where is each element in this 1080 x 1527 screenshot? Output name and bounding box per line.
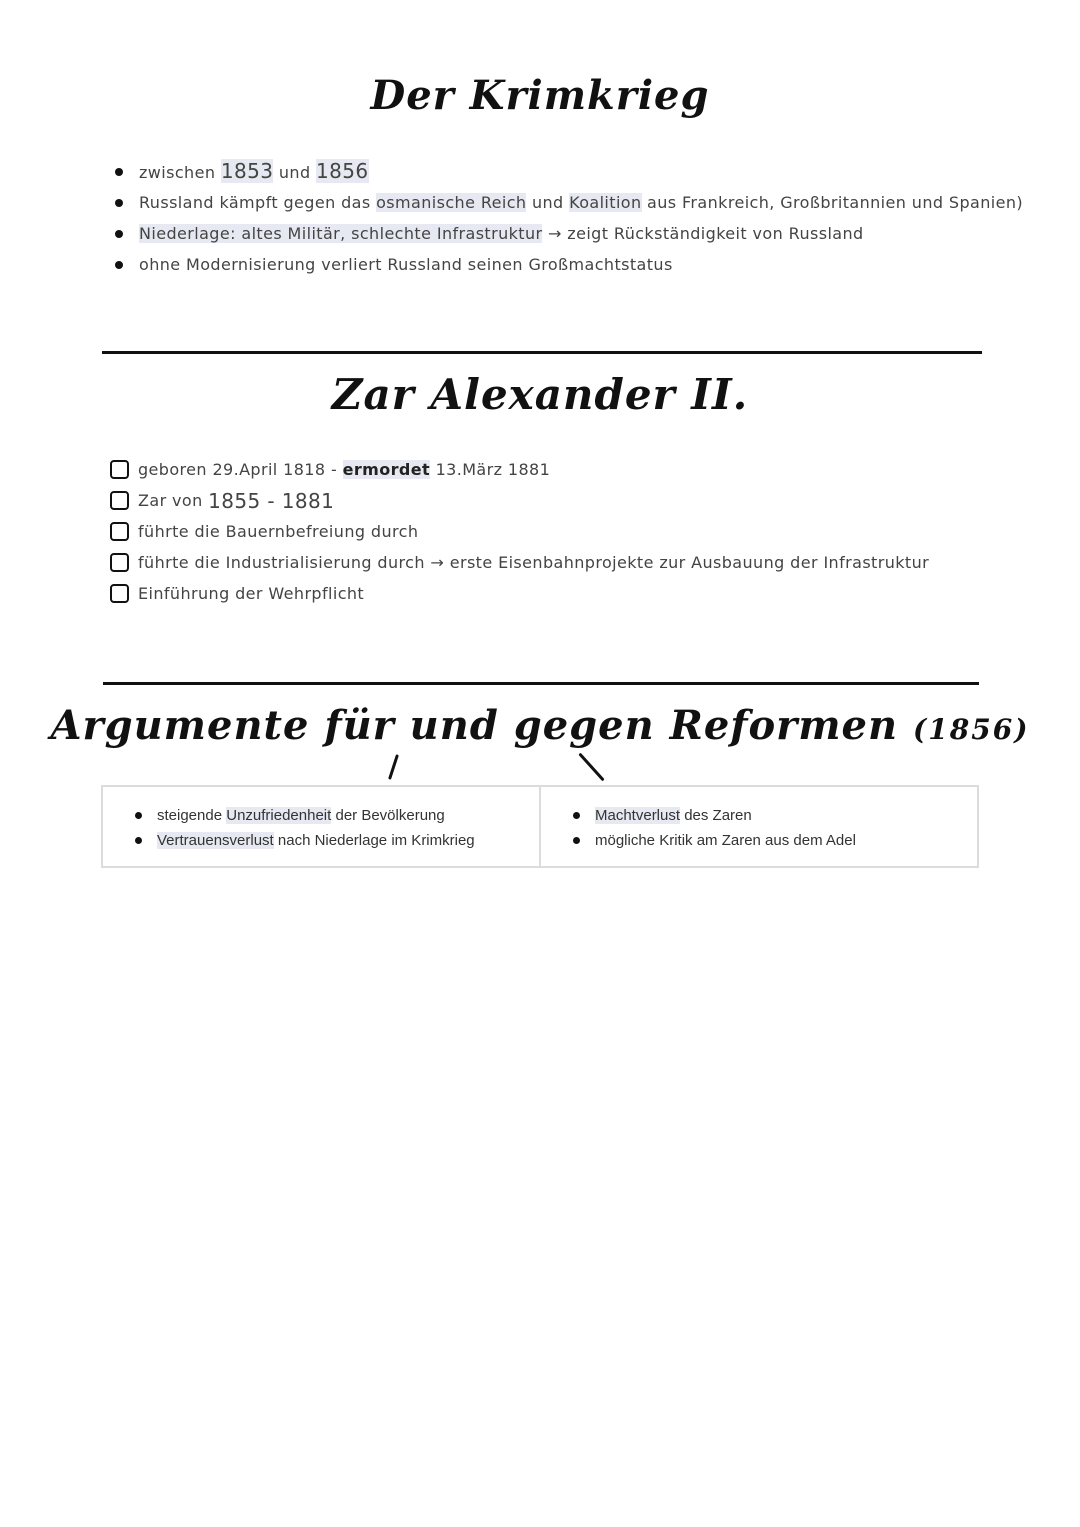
reign-years: 1855 - 1881 [208,488,335,513]
checklist-item [110,578,929,609]
pointer-stroke-for [388,754,399,780]
item-text: geboren 29.April 1818 - [138,460,338,479]
section-title-argumente [0,702,1080,749]
list-item [133,828,539,853]
title-text: Argumente für und gegen Reformen [50,702,899,749]
item-text: zeigt Rückständigkeit von Russland [567,224,864,243]
checklist-item [110,454,929,485]
section-divider [103,682,979,685]
title-year: (1856) [913,713,1030,746]
highlight-text: Niederlage: altes Militär, schlechte Infrastruktur [139,224,543,243]
checkbox-icon [110,584,129,603]
list-item [571,803,977,828]
list-item [112,187,1023,218]
pointer-stroke-against [578,753,604,782]
zar-checklist [110,454,929,609]
item-text: zwischen [139,163,216,182]
highlight-text: Unzufriedenheit [226,807,332,824]
arguments-for-list [133,803,539,853]
item-text: steigende [157,807,223,824]
arguments-against-cell [539,787,977,866]
arrow-right-icon: → [430,553,445,572]
list-item [112,249,1023,280]
section-divider [102,351,982,354]
item-text: der Bevölkerung [335,807,445,824]
checkbox-icon [110,491,129,510]
item-text: und [531,193,564,212]
checkbox-icon [110,522,129,541]
item-text: Zar von [138,491,203,510]
arrow-right-icon: → [547,224,562,243]
highlight-year-end: 1856 [316,159,369,183]
item-text: und [278,163,311,182]
highlight-text: Machtverlust [595,807,681,824]
highlight-text: Koalition [569,193,642,212]
krimkrieg-bullet-list [112,156,1023,280]
item-text: nach Niederlage im Krimkrieg [277,832,475,849]
checklist-item [110,485,929,516]
item-text: führte die Industrialisierung durch [138,553,425,572]
checklist-item [110,516,929,547]
list-item [571,828,977,853]
list-item [112,156,1023,187]
item-text: des Zaren [684,807,752,824]
item-text: Einführung der Wehrpflicht [138,584,365,603]
item-text: erste Eisenbahnprojekte zur Ausbauung der Infrastruktur [449,553,930,572]
checkbox-icon [110,460,129,479]
section-title-zar: Zar Alexander II. [331,370,749,419]
highlight-text: ermordet [342,460,431,479]
arguments-for-cell [103,787,539,866]
item-text: 13.März 1881 [435,460,551,479]
checklist-item [110,547,929,578]
arguments-table [101,785,979,868]
item-text: aus Frankreich, Großbritannien und Spanien) [647,193,1024,212]
item-text: ohne Modernisierung verliert Russland seinen Großmachtstatus [139,255,673,274]
item-text: führte die Bauernbefreiung durch [138,522,419,541]
arguments-against-list [571,803,977,853]
list-item [133,803,539,828]
section-title-krimkrieg: Der Krimkrieg [370,72,710,119]
highlight-year-start: 1853 [220,159,274,183]
list-item [112,218,1023,249]
item-text: mögliche Kritik am Zaren aus dem Adel [595,832,856,849]
checkbox-icon [110,553,129,572]
item-text: Russland kämpft gegen das [139,193,371,212]
highlight-text: Vertrauensverlust [157,832,274,849]
highlight-text: osmanische Reich [376,193,527,212]
